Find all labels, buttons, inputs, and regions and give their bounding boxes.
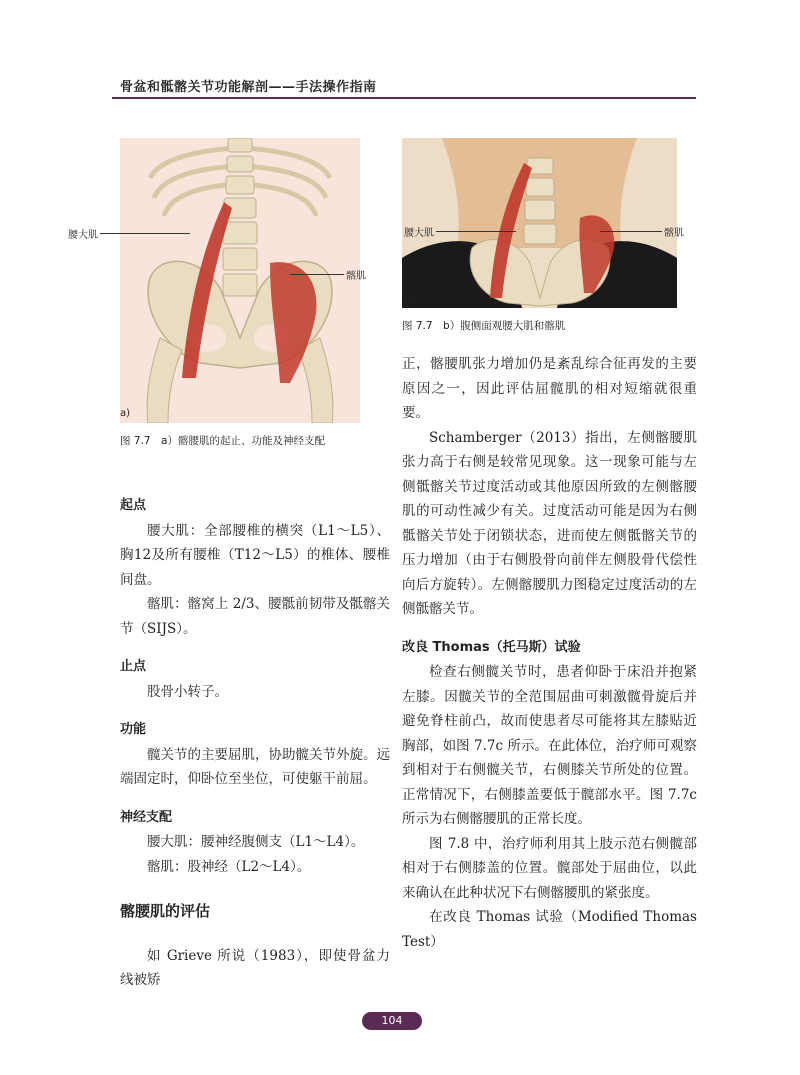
left-column <box>120 494 390 993</box>
origin-psoas-text: 腰大肌：全部腰椎的横突（L1～L5）、胸12及所有腰椎（T12～L5）的椎体、腰椎间盘。 <box>120 522 390 588</box>
page-number: 104 <box>362 1012 422 1030</box>
fig-a-label-iliacus: 髂肌 <box>346 271 366 282</box>
anatomy-front-view <box>120 138 360 423</box>
nerve-heading: 神经支配 <box>120 809 173 825</box>
fig-b-panel-label: b) <box>404 295 415 306</box>
insertion-text: 股骨小转子。 <box>147 683 228 700</box>
figure-b-illustration <box>402 138 677 308</box>
assessment-heading: 髂腰肌的评估 <box>120 902 211 920</box>
right-para-1: 正，髂腰肌张力增加仍是紊乱综合征再发的主要原因之一，因此评估屈髋肌的相对短缩就很重要。 <box>402 356 697 421</box>
function-text: 髋关节的主要屈肌，协助髋关节外旋。远端固定时，仰卧位至坐位，可使躯干前屈。 <box>120 746 390 787</box>
running-head: 骨盆和骶髂关节功能解剖——手法操作指南 <box>120 80 377 95</box>
fig-a-panel-label: a) <box>120 408 131 419</box>
figure-b-caption: 图 7.7 b）腹侧面观腰大肌和髂肌 <box>402 320 566 332</box>
assessment-text: 如 Grieve 所说（1983），即使骨盆力线被矫 <box>120 947 390 988</box>
fig-a-leader-iliacus <box>290 274 344 275</box>
origin-iliacus-text: 髂肌：髂窝上 2/3、腰骶前韧带及骶髂关节（SIJS）。 <box>120 596 390 637</box>
right-column <box>402 352 697 954</box>
thomas-test-heading: 改良 Thomas（托马斯）试验 <box>402 639 581 655</box>
anatomy-ventral-view <box>402 138 677 308</box>
function-heading: 功能 <box>120 722 147 737</box>
figure-a-illustration <box>120 138 360 423</box>
fig-a-label-psoas-major: 腰大肌 <box>68 230 98 241</box>
fig-b-label-iliacus: 髂肌 <box>664 228 684 239</box>
right-para-5: 在改良 Thomas 试验（Modified Thomas Test） <box>402 909 697 950</box>
right-para-2: Schamberger（2013）指出，左侧髂腰肌张力高于右侧是较常见现象。这一现象可能与左侧骶髂关节过度活动或其他原因所致的左侧髂腰肌的可动性减少有关。过度活动可能是因为右侧骶髂关节处于闭锁状态，进而使左侧骶髂关节的压力增加（由于右侧股骨向前伴左侧股骨代偿性向后方旋转）。左侧髂腰肌力图稳定过度活动的左侧骶髂关节。 <box>402 429 697 617</box>
nerve-iliacus-text: 髂肌：股神经（L2～L4）。 <box>147 858 311 875</box>
insertion-heading: 止点 <box>120 659 147 674</box>
right-para-3: 检查右侧髋关节时，患者仰卧于床沿并抱紧左膝。因髋关节的全范围屈曲可刺激髋骨旋后并避免脊柱前凸，故而使患者尽可能将其左膝贴近胸部，如图 7.7c 所示。在此体位，治疗师可观察到相对于右侧髋关节，右侧膝关节所处的位置。正常情况下，右侧膝盖要低于髋部水平。图 7.7c 所示为右侧髂腰肌的正常长度。 <box>402 664 697 827</box>
right-para-4: 图 7.8 中，治疗师利用其上肢示范右侧髋部相对于右侧膝盖的位置。髋部处于屈曲位，以此来确认在此种状况下右侧髂腰肌的紧张度。 <box>402 835 697 901</box>
origin-heading: 起点 <box>120 498 147 513</box>
fig-b-leader-psoas <box>436 231 516 232</box>
fig-b-leader-iliacus <box>600 231 662 232</box>
fig-b-label-psoas-major: 腰大肌 <box>404 228 434 239</box>
fig-a-leader-psoas <box>100 233 190 234</box>
figure-a-caption: 图 7.7 a）髂腰肌的起止、功能及神经支配 <box>120 435 325 447</box>
header-rule <box>112 97 696 99</box>
nerve-psoas-text: 腰大肌：腰神经腹侧支（L1～L4）。 <box>147 834 365 850</box>
